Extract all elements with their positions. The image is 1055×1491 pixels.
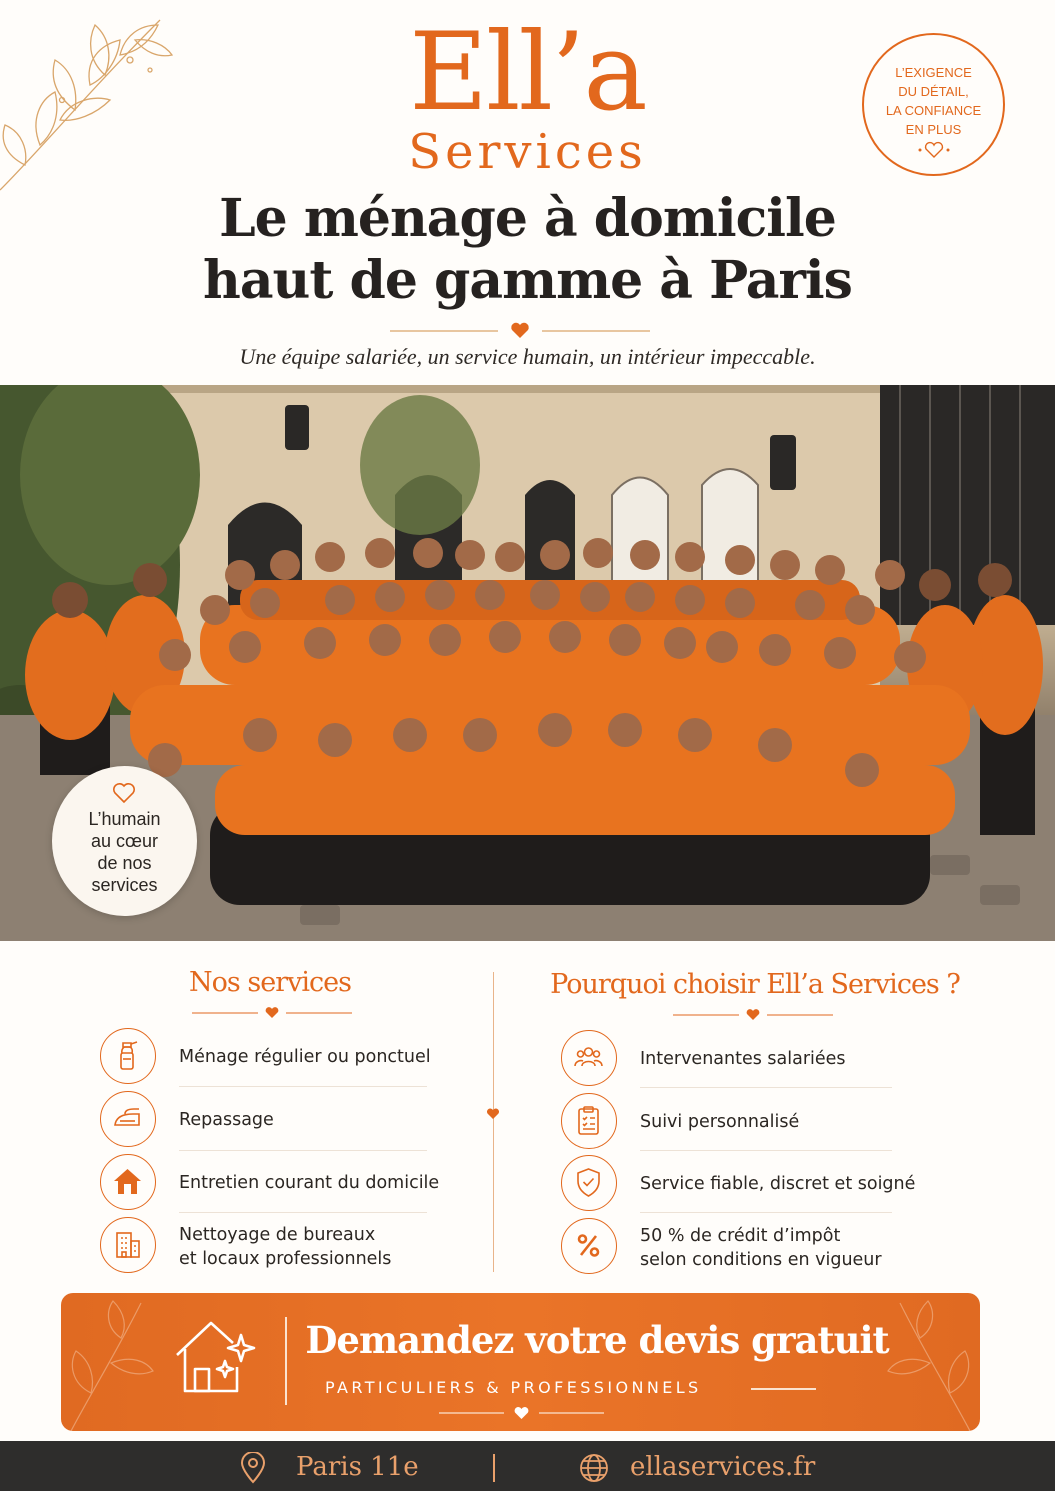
- sparkling-house-icon: [171, 1315, 259, 1397]
- human-stamp: [52, 766, 197, 916]
- headline-line-1: Le ménage à domicile: [219, 188, 836, 249]
- heart-divider: [192, 1006, 352, 1020]
- footer-website-link[interactable]: ellaservices.fr: [630, 1452, 816, 1482]
- stamp-line: de nos: [97, 853, 152, 873]
- stamp-line: services: [91, 875, 158, 895]
- badge-line: DU DÉTAIL,: [898, 84, 969, 99]
- house-icon: [100, 1154, 156, 1210]
- row-rule: [179, 1150, 427, 1151]
- stamp-text: [52, 808, 197, 896]
- heart-icon: [112, 782, 136, 804]
- heart-divider: [439, 1405, 604, 1421]
- heart-divider: [673, 1008, 833, 1022]
- why-label: Intervenantes salariées: [640, 1049, 846, 1069]
- leaf-decoration: [61, 1293, 171, 1431]
- service-label: [179, 1223, 391, 1271]
- service-label-line: Nettoyage de bureaux: [179, 1225, 376, 1245]
- column-divider: [493, 972, 494, 1272]
- spray-bottle-icon: [100, 1028, 156, 1084]
- service-label: Entretien courant du domicile: [179, 1173, 440, 1193]
- headline-line-2: haut de gamme à Paris: [203, 250, 852, 311]
- row-rule: [179, 1212, 427, 1213]
- row-rule: [179, 1086, 427, 1087]
- row-rule: [640, 1150, 892, 1151]
- globe-icon: [578, 1452, 610, 1484]
- footer-separator: [493, 1454, 495, 1482]
- why-title: Pourquoi choisir Ell’a Services ?: [550, 969, 960, 1000]
- footer: [0, 1441, 1055, 1491]
- row-rule: [640, 1212, 892, 1213]
- service-label: Ménage régulier ou ponctuel: [179, 1047, 431, 1067]
- service-label-line: et locaux professionnels: [179, 1249, 392, 1269]
- badge-text: [864, 63, 1003, 139]
- clipboard-icon: [561, 1093, 617, 1149]
- team-icon: [561, 1030, 617, 1086]
- quote-cta-banner[interactable]: [61, 1293, 980, 1431]
- badge-line: EN PLUS: [905, 122, 962, 137]
- footer-location: Paris 11e: [296, 1452, 419, 1482]
- stamp-line: au cœur: [90, 831, 159, 851]
- page-headline: [0, 188, 1055, 312]
- quality-badge: [862, 33, 1005, 176]
- stamp-line: L’humain: [88, 809, 161, 829]
- row-rule: [640, 1087, 892, 1088]
- location-pin-icon: [238, 1452, 268, 1484]
- tagline: Une équipe salariée, un service humain, un intérieur impeccable.: [239, 344, 816, 369]
- heart-divider: [390, 320, 650, 342]
- office-building-icon: [100, 1217, 156, 1273]
- heart-icon: [486, 1107, 500, 1121]
- service-label: Repassage: [179, 1110, 274, 1130]
- header: [0, 0, 1055, 385]
- cta-subtitle: PARTICULIERS & PROFESSIONNELS: [325, 1378, 702, 1397]
- why-label-line: 50 % de crédit d’impôt: [640, 1226, 841, 1246]
- badge-line: LA CONFIANCE: [885, 103, 982, 118]
- iron-icon: [100, 1091, 156, 1147]
- why-label: Service fiable, discret et soigné: [640, 1174, 916, 1194]
- cta-title[interactable]: Demandez votre devis gratuit: [305, 1318, 889, 1362]
- brand-name: Ell’a: [409, 10, 646, 135]
- why-label-line: selon conditions en vigueur: [640, 1250, 882, 1270]
- why-label: [640, 1224, 882, 1272]
- cta-subline: [751, 1388, 816, 1390]
- services-title: Nos services: [189, 967, 351, 998]
- why-label: Suivi personnalisé: [640, 1112, 800, 1132]
- percent-icon: [561, 1218, 617, 1274]
- badge-line: L’EXIGENCE: [895, 65, 972, 80]
- brand-subtitle: Services: [408, 124, 647, 180]
- heart-icon: [916, 141, 952, 159]
- shield-check-icon: [561, 1155, 617, 1211]
